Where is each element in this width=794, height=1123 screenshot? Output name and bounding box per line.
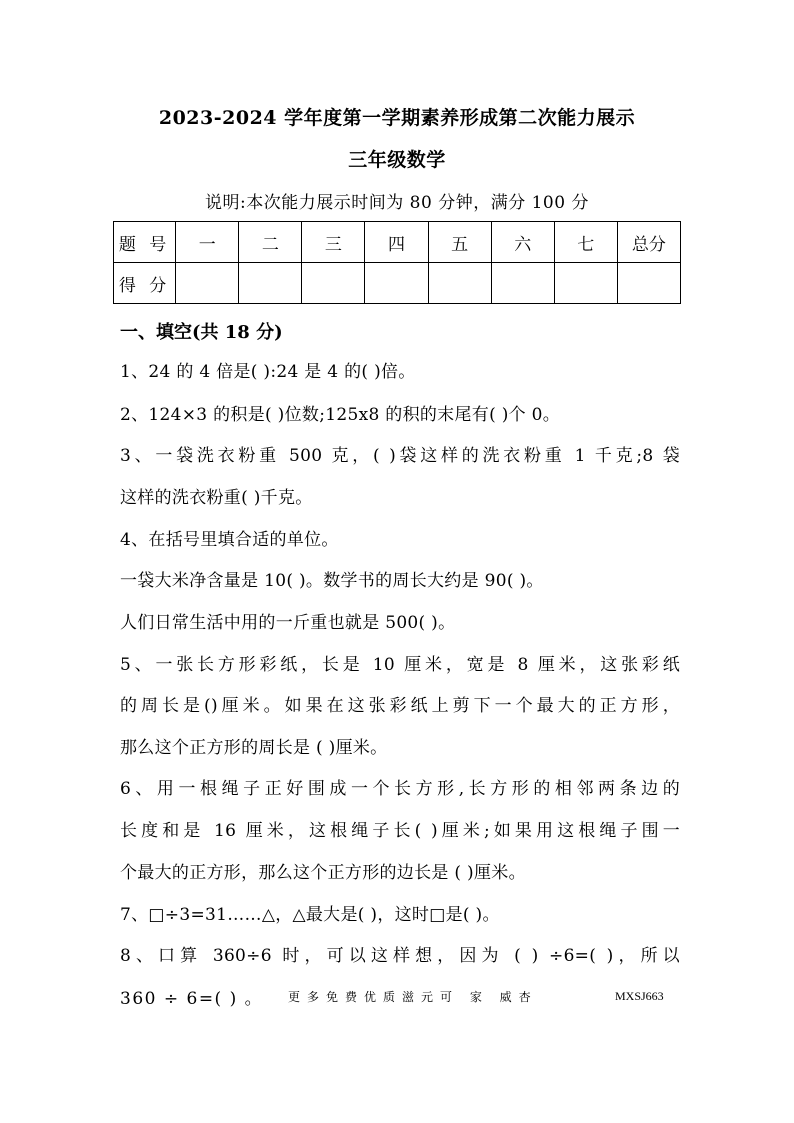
score-table-cell: 总分 <box>617 222 680 263</box>
score-input-cell[interactable] <box>302 263 365 304</box>
footer-code: MXSJ663 <box>615 989 664 1003</box>
score-input-cell[interactable] <box>365 263 428 304</box>
question-line: 7、□÷3=31……△，△最大是( )，这时□是( )。 <box>120 905 500 925</box>
question-line: 人们日常生活中用的一斤重也就是 500( )。 <box>120 613 456 633</box>
question-line: 那么这个正方形的周长是 ( )厘米。 <box>120 738 388 758</box>
score-table-cell: 六 <box>491 222 554 263</box>
score-table-header-row <box>114 222 681 263</box>
footer-watermark-text: 更多免费优质滋元可 家 威杏 <box>288 990 538 1004</box>
question-line: 5、一张长方形彩纸，长是 10 厘米，宽是 8 厘米，这张彩纸 <box>120 655 680 675</box>
score-table-cell: 四 <box>365 222 428 263</box>
score-input-cell[interactable] <box>491 263 554 304</box>
question-line: 的周长是()厘米。如果在这张彩纸上剪下一个最大的正方形， <box>120 696 680 716</box>
question-line: 360 ÷ 6=( ) 。 <box>120 989 264 1009</box>
exam-subtitle: 三年级数学 <box>348 149 446 171</box>
question-line: 8、口算 360÷6 时，可以这样想，因为 ( ) ÷6=( )，所以 <box>120 946 680 966</box>
score-table-cell: 得 分 <box>114 263 176 304</box>
score-table <box>113 221 681 304</box>
exam-title: 2023-2024 学年度第一学期素养形成第二次能力展示 <box>158 107 636 129</box>
question-line: 个最大的正方形，那么这个正方形的边长是 ( )厘米。 <box>120 863 526 883</box>
question-line: 一袋大米净含量是 10( )。数学书的周长大约是 90( )。 <box>120 571 544 591</box>
question-line: 长度和是 16 厘米，这根绳子长( )厘米;如果用这根绳子围一 <box>120 821 680 841</box>
question-line: 这样的洗衣粉重( )千克。 <box>120 488 313 508</box>
question-line: 3、一袋洗衣粉重 500 克，( )袋这样的洗衣粉重 1 千克;8 袋 <box>120 446 680 466</box>
score-table-cell: 三 <box>302 222 365 263</box>
section-heading: 一、填空(共 18 分) <box>120 322 283 343</box>
score-input-cell[interactable] <box>554 263 617 304</box>
exam-instructions: 说明:本次能力展示时间为 80 分钟，满分 100 分 <box>205 193 589 213</box>
score-table-cell: 七 <box>554 222 617 263</box>
score-input-cell[interactable] <box>239 263 302 304</box>
score-table-cell: 五 <box>428 222 491 263</box>
score-input-cell[interactable] <box>428 263 491 304</box>
score-table-cell: 二 <box>239 222 302 263</box>
score-input-cell[interactable] <box>617 263 680 304</box>
question-line: 4、在括号里填合适的单位。 <box>120 530 339 550</box>
score-table-cell: 一 <box>176 222 239 263</box>
score-input-cell[interactable] <box>176 263 239 304</box>
question-line: 1、24 的 4 倍是( ):24 是 4 的( )倍。 <box>120 362 416 382</box>
question-line: 6、用一根绳子正好围成一个长方形,长方形的相邻两条边的 <box>120 779 680 799</box>
score-table-score-row <box>114 263 681 304</box>
question-line: 2、124×3 的积是( )位数;125x8 的积的末尾有( )个 0。 <box>120 405 561 425</box>
score-table-cell: 题 号 <box>114 222 176 263</box>
